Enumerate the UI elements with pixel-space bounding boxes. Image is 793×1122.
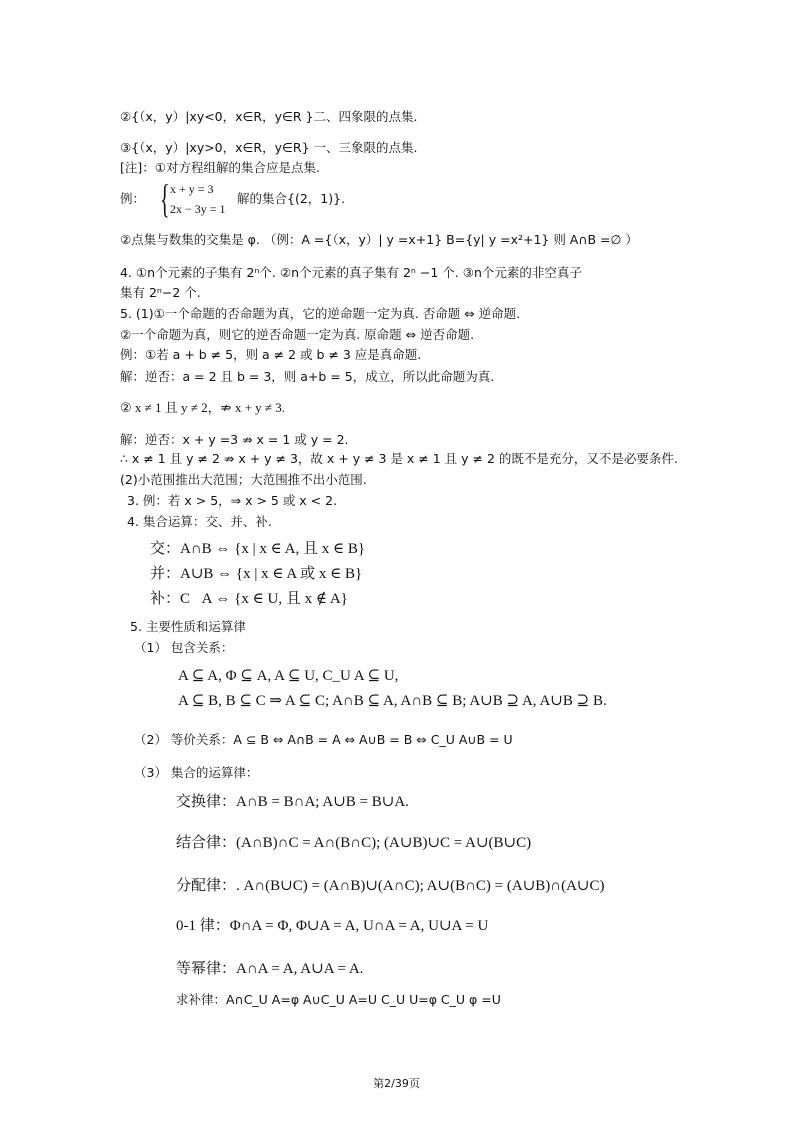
text-line: 例： xyxy=(120,191,146,206)
text-line: ③{（x，y）|xy>0，x∈R，y∈R} 一、三象限的点集. xyxy=(120,140,418,155)
system-brace: { xyxy=(160,176,170,221)
equation: x + y = 3 xyxy=(170,182,214,196)
text-line: 3. 例：若 x > 5，⇒ x > 5 或 x < 2. xyxy=(127,493,338,508)
formula-line: 交换律：A∩B = B∩A; A∪B = B∪A. xyxy=(176,794,409,810)
text-line: （3） 集合的运算律： xyxy=(134,765,259,780)
text-line: (2)小范围推出大范围；大范围推不出小范围. xyxy=(120,472,367,487)
formula-line: 补：C᳐A ⇔ {x ∈ U, 且 x ∉ A} xyxy=(150,591,348,607)
formula-line: A ⊆ A, Φ ⊆ A, A ⊆ U, C_U A ⊆ U, xyxy=(178,668,399,684)
text-line: 4. 集合运算：交、并、补. xyxy=(127,514,272,529)
text-line: 集有 2ⁿ−2 个. xyxy=(120,285,201,300)
formula-line: 等幂律：A∩A = A, A∪A = A. xyxy=(176,961,364,977)
text-line: 5. (1)①一个命题的否命题为真，它的逆命题一定为真. 否命题 ⇔ 逆命题. xyxy=(120,306,521,321)
text-line: ∴ x ≠ 1 且 y ≠ 2 ⇏ x + y ≠ 3，故 x + y ≠ 3 是 x ≠ 1 且 y ≠ 2 的既不是充分，又不是必要条件. xyxy=(120,451,678,466)
text-line: 解：逆否：x + y =3 ⇏ x = 1 或 y = 2. xyxy=(120,432,349,447)
formula-line: A ⊆ B, B ⊆ C ⇒ A ⊆ C; A∩B ⊆ A, A∩B ⊆ B; A∪B ⊇ A, A∪B ⊇ B. xyxy=(178,693,607,709)
text-line: ② x ≠ 1 且 y ≠ 2，⇏ x + y ≠ 3. xyxy=(120,400,286,415)
equation: 2x − 3y = 1 xyxy=(170,202,226,216)
text-line: 解的集合{(2，1)}. xyxy=(237,191,346,206)
formula-line: 分配律：. A∩(B∪C) = (A∩B)∪(A∩C); A∪(B∩C) = (A∪B)∩(A∪C) xyxy=(176,878,605,894)
text-line: （2） 等价关系：A ⊆ B ⇔ A∩B = A ⇔ A∪B = B ⇔ C_U A∪B = U xyxy=(134,732,513,747)
text-line: ②点集与数集的交集是 φ. （例：A ={（x，y）| y =x+1} B={y| y =x²+1} 则 A∩B =∅ ） xyxy=(120,232,638,247)
section-heading: 5. 主要性质和运算律 xyxy=(130,619,246,634)
text-line: [注]：①对方程组解的集合应是点集. xyxy=(120,160,320,175)
text-line: 例：①若 a + b ≠ 5，则 a ≠ 2 或 b ≠ 3 应是真命题. xyxy=(120,347,422,362)
text-line: ②一个命题为真，则它的逆否命题一定为真. 原命题 ⇔ 逆否命题. xyxy=(120,327,475,342)
formula-line: 交：A∩B ⇔ {x | x ∈ A, 且 x ∈ B} xyxy=(150,541,366,557)
page-number: 第2/39页 xyxy=(373,1077,420,1090)
formula-line: 并：A∪B ⇔ {x | x ∈ A 或 x ∈ B} xyxy=(150,566,363,582)
text-line: 4. ①n个元素的子集有 2ⁿ个. ②n个元素的真子集有 2ⁿ −1 个. ③n个元素的非空真子 xyxy=(120,265,582,280)
formula-line: 0-1 律：Φ∩A = Φ, Φ∪A = A, U∩A = A, U∪A = U xyxy=(176,918,489,934)
text-line: 解：逆否：a = 2 且 b = 3，则 a+b = 5，成立，所以此命题为真. xyxy=(120,369,495,384)
formula-line: 结合律：(A∩B)∩C = A∩(B∩C); (A∪B)∪C = A∪(B∪C) xyxy=(176,835,532,851)
text-line: 求补律：A∩C_U A=φ A∪C_U A=U C_U U=φ C_U φ =U xyxy=(176,992,501,1007)
text-line: （1） 包含关系： xyxy=(134,640,234,655)
text-line: ②{（x，y）|xy<0，x∈R，y∈R }二、四象限的点集. xyxy=(120,109,418,124)
